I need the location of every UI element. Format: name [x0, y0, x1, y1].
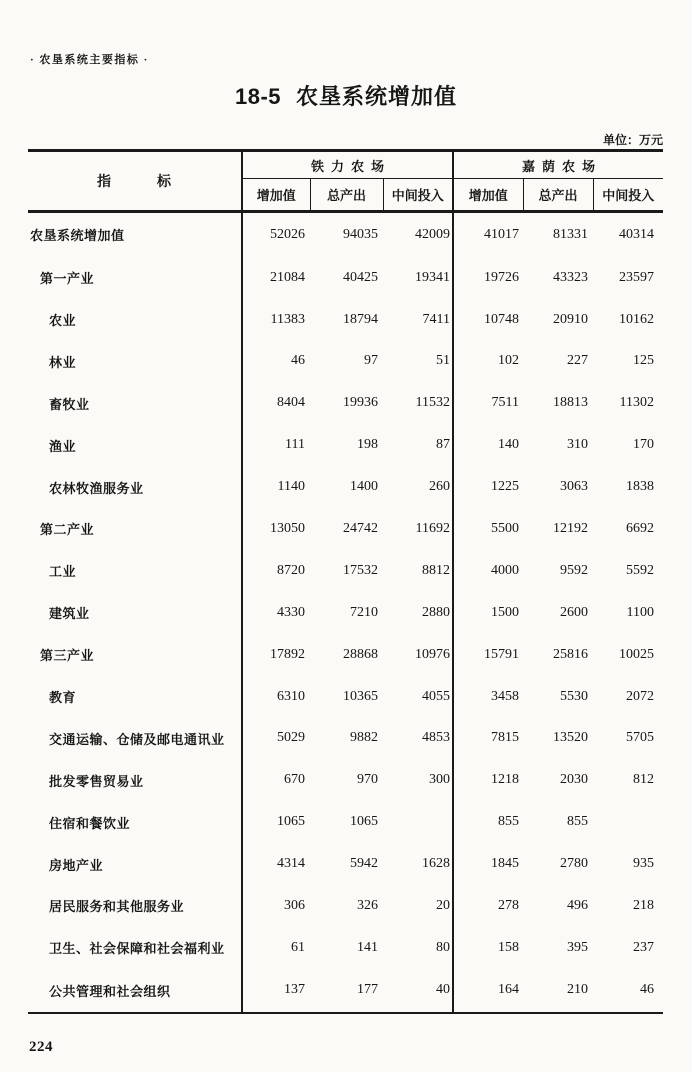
- value-cell: 12192: [553, 520, 588, 536]
- value-cell: 17892: [270, 646, 305, 662]
- table-header: [28, 151, 663, 212]
- table-row: [28, 592, 663, 634]
- value-cell: 10025: [619, 646, 655, 662]
- value-cell: 6692: [626, 520, 655, 536]
- row-indicator: 畜牧业: [28, 382, 242, 424]
- value-cell: 8720: [277, 562, 305, 578]
- col-header-jiayin-intermediate-input: 中间投入: [593, 179, 663, 212]
- table-row: [28, 299, 663, 341]
- table-row: [28, 969, 663, 1013]
- col-header-tieli-gross-output: 总产出: [310, 179, 383, 212]
- value-cell: 1140: [277, 479, 305, 495]
- value-cell: [593, 801, 663, 843]
- value-cell: 11692: [383, 508, 453, 550]
- value-cell: 19936: [343, 395, 378, 411]
- value-cell: 5500: [491, 520, 519, 536]
- value-cell: 10365: [343, 688, 378, 704]
- value-cell: 4055: [383, 676, 453, 718]
- value-cell: 5942: [350, 856, 378, 872]
- value-cell: 4000: [491, 562, 519, 578]
- value-cell: 46: [640, 982, 655, 998]
- value-cell: 4853: [383, 717, 453, 759]
- value-cell: 80: [383, 927, 453, 969]
- table-row: [28, 340, 663, 382]
- value-cell: 94035: [343, 226, 378, 242]
- value-cell: 970: [357, 772, 378, 788]
- row-indicator: 房地产业: [28, 843, 242, 885]
- value-cell: 1500: [491, 604, 519, 620]
- value-cell: 140: [498, 437, 519, 453]
- value-cell: 20: [383, 885, 453, 927]
- value-cell: 1838: [626, 479, 655, 495]
- value-cell: 1628: [383, 843, 453, 885]
- table-row: [28, 634, 663, 676]
- value-cell: 218: [633, 897, 655, 913]
- value-cell: 1100: [626, 604, 655, 620]
- value-cell: 11532: [383, 382, 453, 424]
- value-cell: 13520: [553, 730, 588, 746]
- value-cell: 210: [567, 982, 588, 998]
- value-cell: 18794: [343, 311, 378, 327]
- col-header-tieli-added-value: 增加值: [242, 179, 310, 212]
- value-cell: 158: [498, 939, 519, 955]
- table-row: [28, 212, 663, 257]
- row-indicator: 农林牧渔服务业: [28, 466, 242, 508]
- value-cell: 2072: [626, 688, 655, 704]
- table-number: 18-5: [234, 84, 282, 109]
- row-indicator: 第一产业: [28, 257, 242, 299]
- value-cell: 2600: [560, 604, 588, 620]
- value-cell: 25816: [553, 646, 588, 662]
- value-cell: 300: [383, 759, 453, 801]
- value-cell: 1225: [491, 479, 519, 495]
- value-cell: 111: [285, 437, 305, 453]
- table-row: [28, 759, 663, 801]
- value-cell: 9882: [350, 730, 378, 746]
- value-cell: [383, 801, 453, 843]
- value-cell: 11302: [619, 395, 655, 411]
- table-row: [28, 885, 663, 927]
- value-cell: 13050: [270, 520, 305, 536]
- value-cell: 2780: [560, 856, 588, 872]
- col-header-tieli-intermediate-input: 中间投入: [383, 179, 453, 212]
- value-cell: 8812: [383, 550, 453, 592]
- value-cell: 4314: [277, 856, 305, 872]
- value-cell: 5705: [626, 730, 655, 746]
- statistics-table: [28, 149, 663, 1014]
- value-cell: 46: [291, 353, 305, 369]
- table-row: [28, 717, 663, 759]
- value-cell: 278: [498, 897, 519, 913]
- value-cell: 3458: [491, 688, 519, 704]
- row-indicator: 公共管理和社会组织: [28, 969, 242, 1013]
- value-cell: 28868: [343, 646, 378, 662]
- value-cell: 812: [633, 772, 655, 788]
- value-cell: 7815: [491, 730, 519, 746]
- col-header-indicator: 指 标: [28, 151, 242, 212]
- value-cell: 40425: [343, 269, 378, 285]
- row-indicator: 工业: [28, 550, 242, 592]
- value-cell: 170: [633, 437, 655, 453]
- value-cell: 7411: [383, 299, 453, 341]
- col-group-tieli-farm: 铁力农场: [242, 151, 453, 179]
- value-cell: 3063: [560, 479, 588, 495]
- table-row: [28, 257, 663, 299]
- value-cell: 1845: [491, 856, 519, 872]
- row-indicator: 农业: [28, 299, 242, 341]
- value-cell: 19726: [484, 269, 519, 285]
- row-indicator: 渔业: [28, 424, 242, 466]
- row-indicator: 第三产业: [28, 634, 242, 676]
- value-cell: 8404: [277, 395, 305, 411]
- value-cell: 11383: [270, 311, 305, 327]
- value-cell: 1065: [350, 814, 378, 830]
- value-cell: 7210: [350, 604, 378, 620]
- value-cell: 15791: [484, 646, 519, 662]
- running-header: · 农垦系统主要指标 ·: [30, 54, 149, 66]
- value-cell: 24742: [343, 520, 378, 536]
- row-indicator: 林业: [28, 340, 242, 382]
- value-cell: 43323: [553, 269, 588, 285]
- row-indicator: 教育: [28, 676, 242, 718]
- value-cell: 52026: [270, 226, 305, 242]
- value-cell: 326: [357, 897, 378, 913]
- value-cell: 935: [633, 856, 655, 872]
- value-cell: 87: [383, 424, 453, 466]
- value-cell: 164: [498, 982, 519, 998]
- value-cell: 395: [567, 939, 588, 955]
- table-row: [28, 382, 663, 424]
- unit-label: 单位：万元: [602, 133, 663, 147]
- value-cell: 7511: [491, 395, 519, 411]
- table-row: [28, 676, 663, 718]
- value-cell: 102: [498, 353, 519, 369]
- row-indicator: 卫生、社会保障和社会福利业: [28, 927, 242, 969]
- row-indicator: 住宿和餐饮业: [28, 801, 242, 843]
- value-cell: 21084: [270, 269, 305, 285]
- value-cell: 10748: [484, 311, 519, 327]
- row-indicator: 第二产业: [28, 508, 242, 550]
- value-cell: 496: [567, 897, 588, 913]
- value-cell: 81331: [553, 226, 588, 242]
- table-row: [28, 508, 663, 550]
- table-row: [28, 466, 663, 508]
- value-cell: 4330: [277, 604, 305, 620]
- value-cell: 23597: [619, 269, 655, 285]
- value-cell: 40314: [619, 226, 655, 242]
- row-indicator: 居民服务和其他服务业: [28, 885, 242, 927]
- value-cell: 42009: [383, 212, 453, 257]
- value-cell: 40: [383, 969, 453, 1013]
- value-cell: 5530: [560, 688, 588, 704]
- value-cell: 177: [357, 982, 378, 998]
- value-cell: 227: [567, 353, 588, 369]
- col-header-jiayin-gross-output: 总产出: [523, 179, 593, 212]
- value-cell: 19341: [383, 257, 453, 299]
- value-cell: 51: [383, 340, 453, 382]
- table-row: [28, 550, 663, 592]
- table-row: [28, 927, 663, 969]
- row-indicator: 交通运输、仓储及邮电通讯业: [28, 717, 242, 759]
- value-cell: 20910: [553, 311, 588, 327]
- value-cell: 125: [633, 353, 655, 369]
- col-header-jiayin-added-value: 增加值: [453, 179, 523, 212]
- table-row: [28, 801, 663, 843]
- row-indicator: 建筑业: [28, 592, 242, 634]
- value-cell: 260: [383, 466, 453, 508]
- value-cell: 2030: [560, 772, 588, 788]
- value-cell: 855: [567, 814, 588, 830]
- value-cell: 1400: [350, 479, 378, 495]
- value-cell: 1218: [491, 772, 519, 788]
- table-title: 农垦系统增加值: [296, 84, 458, 109]
- value-cell: 1065: [277, 814, 305, 830]
- value-cell: 306: [284, 897, 305, 913]
- value-cell: 137: [284, 982, 305, 998]
- value-cell: 141: [357, 939, 378, 955]
- value-cell: 2880: [383, 592, 453, 634]
- table-row: [28, 843, 663, 885]
- page-title: [0, 80, 692, 111]
- page-number: 224: [29, 1039, 53, 1055]
- col-group-jiayin-farm: 嘉荫农场: [453, 151, 663, 179]
- row-indicator: 批发零售贸易业: [28, 759, 242, 801]
- row-indicator: 农垦系统增加值: [28, 212, 242, 257]
- value-cell: 310: [567, 437, 588, 453]
- value-cell: 198: [357, 437, 378, 453]
- table-row: [28, 424, 663, 466]
- value-cell: 97: [364, 353, 378, 369]
- value-cell: 10162: [619, 311, 655, 327]
- value-cell: 237: [633, 939, 655, 955]
- value-cell: 10976: [383, 634, 453, 676]
- value-cell: 61: [291, 939, 305, 955]
- value-cell: 6310: [277, 688, 305, 704]
- value-cell: 18813: [553, 395, 588, 411]
- value-cell: 41017: [484, 226, 519, 242]
- table-body: [28, 212, 663, 1014]
- value-cell: 17532: [343, 562, 378, 578]
- value-cell: 5592: [626, 562, 655, 578]
- value-cell: 670: [284, 772, 305, 788]
- value-cell: 855: [498, 814, 519, 830]
- value-cell: 9592: [560, 562, 588, 578]
- value-cell: 5029: [277, 730, 305, 746]
